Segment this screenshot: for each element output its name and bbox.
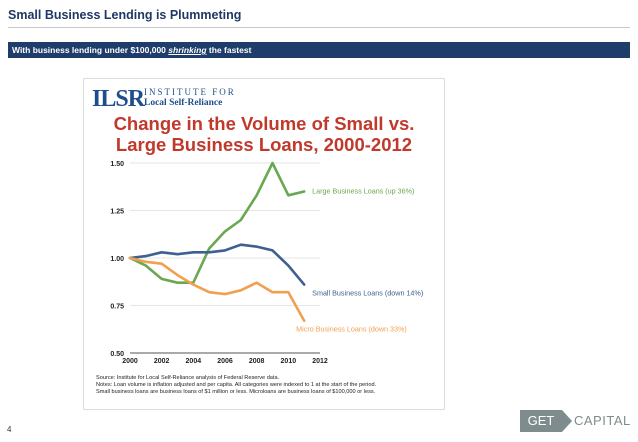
page-number: 4: [7, 425, 12, 434]
getcapital-logo: [520, 410, 632, 432]
large-loans-label: Large Business Loans (up 36%): [312, 186, 415, 196]
line-chart: [84, 157, 444, 375]
brand-capital-text: CAPITAL: [574, 413, 631, 428]
brand-arrow-icon: [562, 410, 572, 432]
source-notes: [96, 375, 436, 397]
y-tick-label: 0.75: [110, 303, 124, 311]
banner-emphasis: shrinking: [168, 45, 207, 55]
small-loans-line: [130, 245, 304, 285]
chart-figure: [83, 78, 445, 410]
slide-title: Small Business Lending is Plummeting: [8, 8, 242, 22]
micro-loans-label: Micro Business Loans (down 33%): [296, 324, 407, 334]
large-loans-line: [130, 163, 304, 283]
x-tick-label: 2008: [248, 358, 265, 365]
y-tick-label: 1.00: [110, 256, 124, 263]
x-tick-label: 2010: [280, 358, 297, 365]
banner-text-prefix: With business lending under $100,000: [12, 45, 169, 55]
ilsr-logo-line1: INSTITUTE FOR: [144, 87, 236, 97]
subtitle-banner: [8, 42, 630, 58]
notes-line: Notes: Loan volume is inflation adjusted and per capita. All categories were indexed to 1 at the start of the period.: [96, 382, 377, 389]
x-tick-label: 2002: [153, 358, 170, 365]
y-tick-label: 0.50: [110, 351, 124, 358]
banner-text-suffix: the fastest: [206, 45, 252, 55]
chart-title: Change in the Volume of Small vs. Large Business Loans, 2000-2012: [113, 113, 415, 155]
brand-get-text: GET: [520, 410, 562, 432]
x-tick-label: 2004: [185, 358, 202, 365]
x-tick-label: 2000: [122, 358, 138, 365]
ilsr-logo-line2: Local Self-Reliance: [144, 98, 223, 108]
source-line: Source: Institute for Local Self-Reliance analysis of Federal Reserve data.: [96, 375, 280, 381]
x-tick-label: 2006: [217, 358, 233, 365]
ilsr-logo-mark: ILSR: [92, 86, 145, 112]
title-divider: [8, 27, 630, 28]
small-loans-label: Small Business Loans (down 14%): [312, 288, 424, 298]
y-tick-label: 1.25: [110, 208, 124, 216]
micro-loans-line: [130, 258, 304, 321]
definitions-line: Small business loans are business loans of $1 million or less. Microloans are business loans of $100,000 or less.: [96, 389, 376, 396]
y-tick-label: 1.50: [110, 161, 124, 168]
x-tick-label: 2012: [312, 358, 328, 365]
